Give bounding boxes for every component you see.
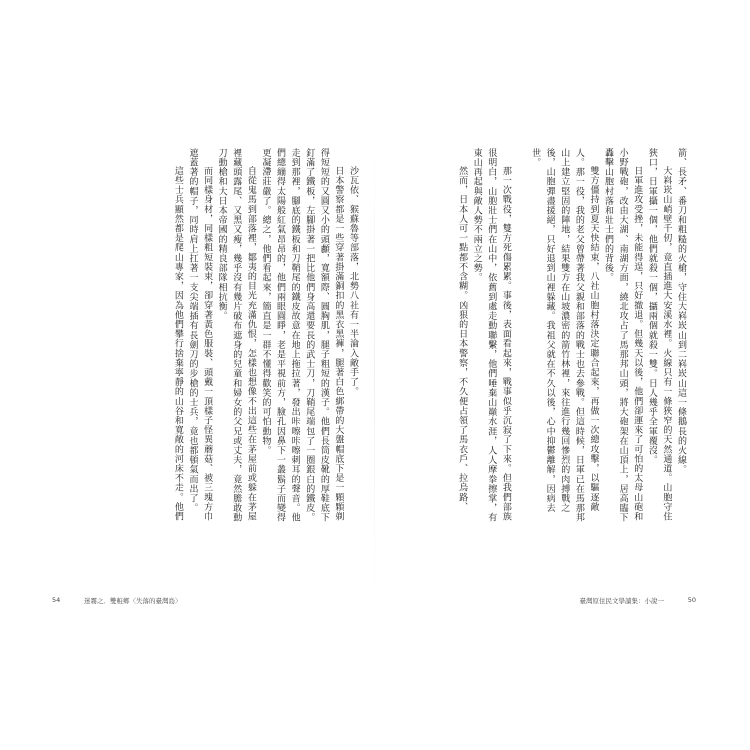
right-paragraph-5: 那一次戰役，雙方死傷累累。事後，表面看起來，戰事似乎沉寂了下來。但我們部族很明白，山胞壯士們在山中，依舊到處走動聯繫，他們唾棄山巔水涯，人人摩拳擦掌，有東山再起與敵人勢不兩立之勢。	[471, 148, 511, 523]
right-running-title: 臺灣原住民文學讀集：小說一	[579, 597, 664, 605]
right-paragraph-2: 大嵙崁山峭壁千仞，竟直插進大安溪水裡。火線只有一條狹窄的天然通道。山胞守住狹口，日軍攝一個，他們就殺一個，攝兩個就殺一雙。日人幾乎全軍覆沒。	[646, 148, 672, 522]
right-page	[388, 148, 696, 605]
right-page-text	[388, 148, 688, 528]
left-paragraph-4: 而同樣身材，同樣粗短裝束，卻穿著黃色服裝、頭戴一頂樣子怪異蘑菇、被三塊方巾遮蓋著的帽子，同時肩上扛著一支尖端插有長劍刀的步槍的士兵，竟也都頓氣而出了。	[187, 148, 213, 522]
right-paragraph-1: 箭、長矛、番刀和粗糙的火槍，守住大嵙崁山到二嵙崁山這一條鵝長的火線。	[676, 148, 686, 475]
left-page	[52, 148, 360, 605]
left-page-text	[60, 148, 360, 528]
right-paragraph-3: 日軍進攻受挫，未能得逞，只好撤退。但幾天以後，他們卻運來了可怕的太母山砲和小野戰砲，改由大湖、南湖方面，繞北攻占了馬那邦山頭，將大砲架在山頂上，居高臨下轟擊山胞村落和壯士們的背後。	[603, 148, 643, 523]
left-page-number: 54	[52, 596, 61, 604]
right-paragraph-4: 雙方僵持到夏天快結束，八社山胞村落決定聯合起來，再做一次總攻擊，以驅逐敵人。那一役，我的老父曾帶著我父親和部落的戰士也去參戰。但這時候，日軍已在馬那邦山上建立堅固的陣地，結果雙方在山坡濃密的箭竹林裡，來往進行幾回慘烈的肉搏戰之後，山胞彈盡援絕，只好退到山裡躲藏。我祖父就在不久以後，心中抑鬱離解，因病去世。	[530, 148, 599, 523]
right-paragraph-6: 然而，日本人可一點都不含糊。凶狠的日本警察，不久便占領了馬衣戶、拉烏路、	[457, 166, 468, 512]
left-paragraph-3: 自從鬼馬到部落裡，鄒夷的目光充滿仇恨，怎樣也想像不出這些在茅屋前或躲在茅屋裡藏頭露尾、又黑又瘦，幾乎沒有幾片破布遮身的兒童和婦女的父兄或丈夫，竟然膽敢動刀動槍和大日本帝國的精良部隊相抗衡。	[216, 148, 256, 523]
book-gutter	[374, 130, 375, 610]
left-paragraph-5: 這些士兵顯然都是爬山專家，因為他們攀行捨棄寧靜的山谷和寬敞的河床不走。他們	[172, 166, 183, 522]
right-page-number: 50	[687, 596, 696, 604]
left-paragraph-1: 沙瓦依、猴蘇魯等部落，北勢八社有一半淪入敵手了。	[348, 166, 358, 397]
right-paragraph-spacer	[513, 148, 528, 528]
left-paragraph-2: 日本警察都是一些穿著掛滿銅扣的黑衣黑褲，腿著白色綁帶的大盤帽底下是一顆顆剃得短短的又圓又小的頭顱，寬額際、圓胸肌，腿子粗短的漢子。他們長筒皮靴的厚鞋底下釘滿了鐵板，左腳掛著一把比他們身高還要長的武士刀，刀鞘尾端包了一圈銀白的鐵皮。走到那裡，腳底的鐵板和刀鞘尾的鐵皮故意在地上拖拉著，發出咔嚓咔嚓刺耳的聲音。他們總繃得太陽般紅氣昂昂的，他們兩眼圓睜，老是平視前方，臉孔因鼻下一叢鬍子而變得更凝滯莊嚴了。總之，他們看起來，簡直是一群不懂得歡笑的可怕動物。	[260, 148, 344, 523]
left-running-title: 迷霧之．雙粧鄉〈失落的臺灣島〉	[84, 597, 182, 605]
